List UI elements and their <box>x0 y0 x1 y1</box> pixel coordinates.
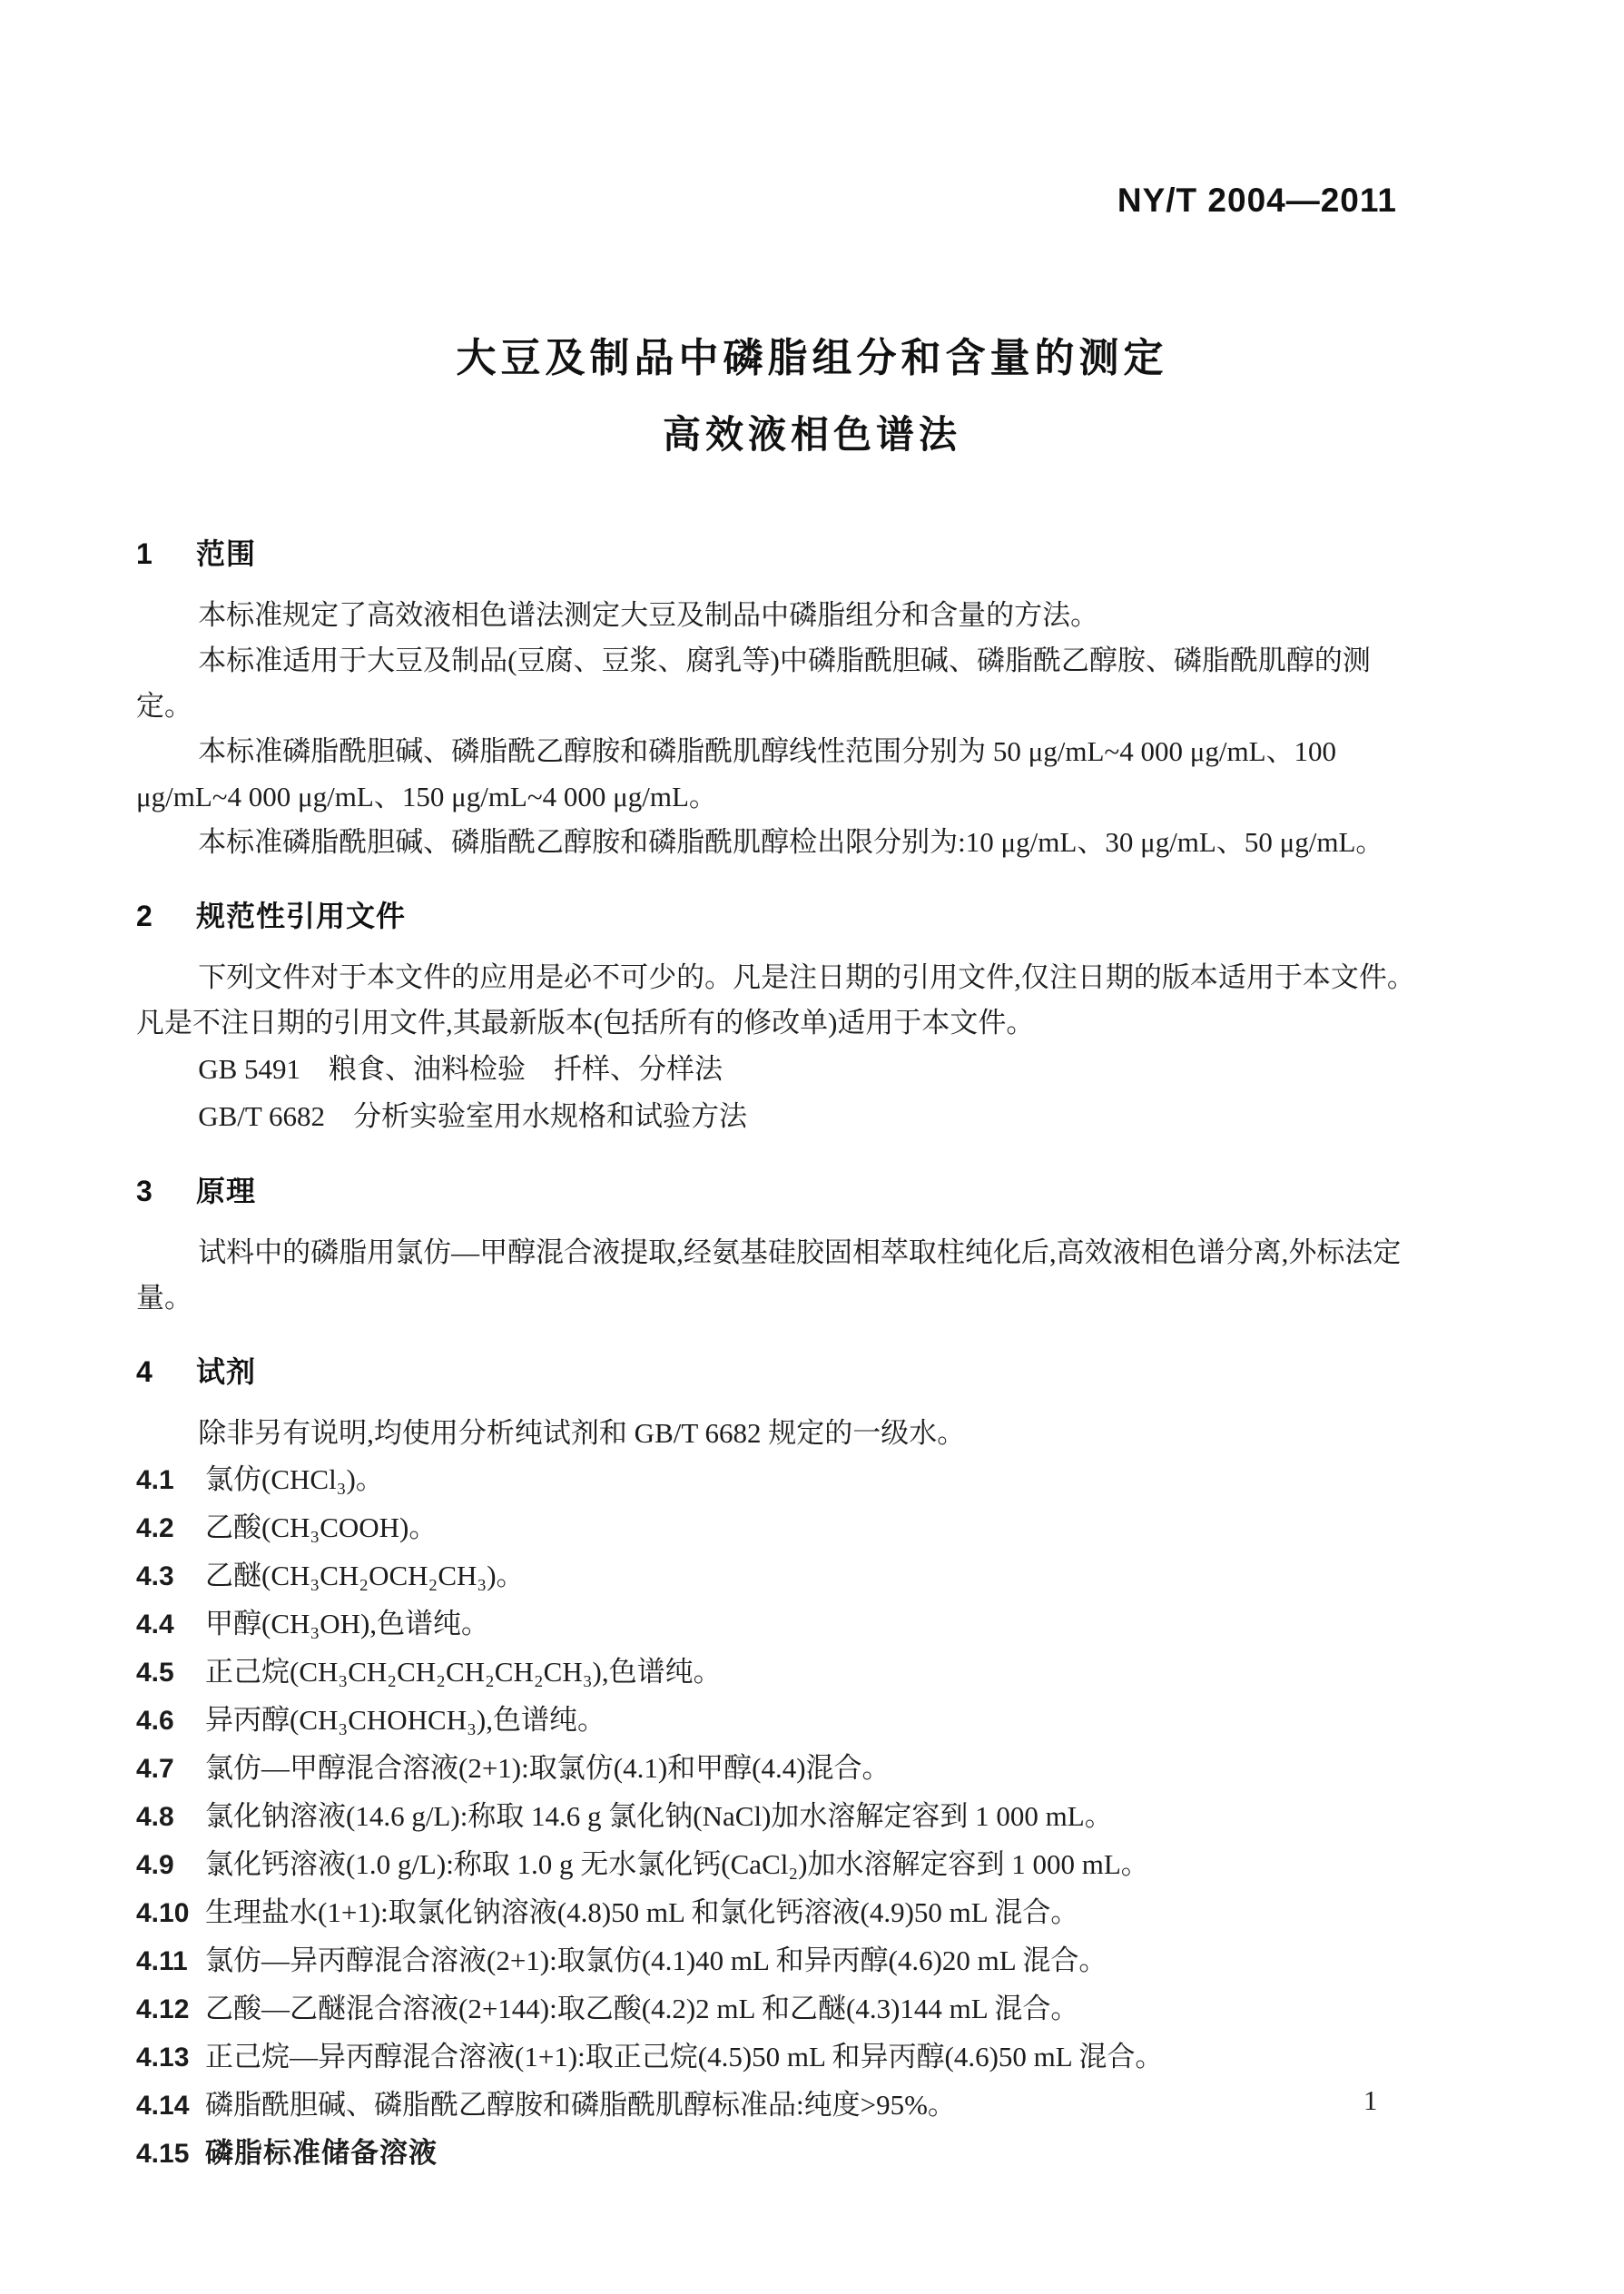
reagent-item-4-6 <box>136 1697 1418 1745</box>
clause-text: 氯仿(CHCl₃)。 <box>205 1463 384 1495</box>
clause-number: 4.13 <box>136 2043 190 2072</box>
clause-text: 甲醇(CH₃OH),色谱纯。 <box>205 1608 490 1639</box>
scope-paragraph-1: 本标准规定了高效液相色谱法测定大豆及制品中磷脂组分和含量的方法。 <box>198 599 1099 631</box>
section-4-heading <box>136 1349 1418 1394</box>
clause-number: 4.11 <box>136 1946 188 1976</box>
reagent-item-4-5 <box>136 1649 1418 1697</box>
reagent-item-4-12 <box>136 1985 1418 2033</box>
reagent-item-4-2 <box>136 1504 1418 1552</box>
section-3-heading <box>136 1168 1418 1214</box>
section-1-heading <box>136 531 1418 576</box>
reagent-item-4-9 <box>136 1841 1418 1889</box>
clause-text: 氯仿—异丙醇混合溶液(2+1):取氯仿(4.1)40 mL 和异丙醇(4.6)20 mL 混合。 <box>205 1944 1107 1976</box>
clause-number: 4.14 <box>136 2091 190 2121</box>
principle-paragraph: 试料中的磷脂用氯仿—甲醇混合液提取,经氨基硅胶固相萃取柱纯化后,高效液相色谱分离,外标法定量。 <box>136 1236 1402 1314</box>
clause-text: 磷脂酰胆碱、磷脂酰乙醇胺和磷脂酰肌醇标准品:纯度>95%。 <box>205 2089 956 2121</box>
reagent-item-4-14 <box>136 2082 1418 2130</box>
reagent-item-4-11 <box>136 1937 1418 1985</box>
scope-paragraph-3: 本标准磷脂酰胆碱、磷脂酰乙醇胺和磷脂酰肌醇线性范围分别为 50 μg/mL~4 000 μg/mL、100 μg/mL~4 000 μg/mL、150 μg/mL~4 000 μg/mL。 <box>136 735 1337 812</box>
clause-text: 氯仿—甲醇混合溶液(2+1):取氯仿(4.1)和甲醇(4.4)混合。 <box>205 1752 891 1784</box>
clause-number: 4.8 <box>136 1802 174 1832</box>
reagent-item-4-15 <box>136 2130 1418 2178</box>
section-title: 规范性引用文件 <box>196 900 407 932</box>
section-number: 4 <box>136 1355 153 1388</box>
standard-code: NY/T 2004—2011 <box>1117 182 1397 219</box>
clause-number: 4.3 <box>136 1561 174 1591</box>
section-number: 3 <box>136 1175 153 1207</box>
page-number: 1 <box>1363 2084 1378 2116</box>
document-title-line1: 大豆及制品中磷脂组分和含量的测定 <box>456 336 1168 380</box>
reagent-item-4-3 <box>136 1552 1418 1600</box>
clause-text: 磷脂标准储备溶液 <box>205 2137 438 2169</box>
clause-text: 氯化钙溶液(1.0 g/L):称取 1.0 g 无水氯化钙(CaCl₂)加水溶解定容到 1 000 mL。 <box>205 1848 1149 1880</box>
clause-text: 乙酸—乙醚混合溶液(2+144):取乙酸(4.2)2 mL 和乙醚(4.3)144 mL 混合。 <box>205 1993 1079 2024</box>
document-title-line2: 高效液相色谱法 <box>662 413 961 456</box>
document-body <box>136 531 1418 2178</box>
scope-paragraph-4: 本标准磷脂酰胆碱、磷脂酰乙醇胺和磷脂酰肌醇检出限分别为:10 μg/mL、30 μg/mL、50 μg/mL。 <box>198 826 1384 858</box>
reagent-item-4-1 <box>136 1456 1418 1504</box>
reagent-item-4-13 <box>136 2033 1418 2082</box>
clause-number: 4.15 <box>136 2139 190 2169</box>
reagents-intro-paragraph: 除非另有说明,均使用分析纯试剂和 GB/T 6682 规定的一级水。 <box>198 1417 966 1449</box>
clause-text: 生理盐水(1+1):取氯化钠溶液(4.8)50 mL 和氯化钙溶液(4.9)50 mL 混合。 <box>205 1896 1079 1928</box>
clause-text: 正己烷(CH₃CH₂CH₂CH₂CH₂CH₃),色谱纯。 <box>205 1656 722 1688</box>
section-2-heading <box>136 893 1418 939</box>
section-title: 范围 <box>196 537 257 570</box>
clause-number: 4.5 <box>136 1658 174 1688</box>
clause-number: 4.9 <box>136 1850 174 1880</box>
reference-item-gb5491: GB 5491 粮食、油料检验 扦样、分样法 <box>198 1053 723 1085</box>
section-title: 原理 <box>196 1175 257 1207</box>
clause-number: 4.2 <box>136 1513 174 1543</box>
section-number: 1 <box>136 537 153 570</box>
clause-text: 乙酸(CH₃COOH)。 <box>205 1511 438 1543</box>
reagent-item-4-7 <box>136 1745 1418 1793</box>
section-title: 试剂 <box>196 1355 257 1388</box>
section-number: 2 <box>136 900 153 932</box>
reagent-item-4-10 <box>136 1889 1418 1937</box>
clause-number: 4.6 <box>136 1706 174 1736</box>
clause-text: 正己烷—异丙醇混合溶液(1+1):取正己烷(4.5)50 mL 和异丙醇(4.6)50 mL 混合。 <box>205 2041 1164 2072</box>
clause-text: 乙醚(CH₃CH₂OCH₂CH₃)。 <box>205 1560 525 1591</box>
clause-number: 4.1 <box>136 1465 174 1495</box>
clause-number: 4.7 <box>136 1754 174 1784</box>
clause-text: 氯化钠溶液(14.6 g/L):称取 14.6 g 氯化钠(NaCl)加水溶解定容到 1 000 mL。 <box>205 1800 1113 1832</box>
reagent-item-4-8 <box>136 1793 1418 1841</box>
reagent-item-4-4 <box>136 1600 1418 1649</box>
reference-item-gbt6682: GB/T 6682 分析实验室用水规格和试验方法 <box>198 1100 747 1132</box>
clause-number: 4.12 <box>136 1994 190 2024</box>
normative-references-paragraph: 下列文件对于本文件的应用是必不可少的。凡是注日期的引用文件,仅注日期的版本适用于本文件。凡是不注日期的引用文件,其最新版本(包括所有的修改单)适用于本文件。 <box>136 961 1415 1039</box>
clause-text: 异丙醇(CH₃CHOHCH₃),色谱纯。 <box>205 1704 605 1736</box>
document-title <box>0 325 1624 459</box>
clause-number: 4.10 <box>136 1898 190 1928</box>
clause-number: 4.4 <box>136 1610 174 1639</box>
scope-paragraph-2: 本标准适用于大豆及制品(豆腐、豆浆、腐乳等)中磷脂酰胆碱、磷脂酰乙醇胺、磷脂酰肌醇的测定。 <box>136 645 1371 722</box>
